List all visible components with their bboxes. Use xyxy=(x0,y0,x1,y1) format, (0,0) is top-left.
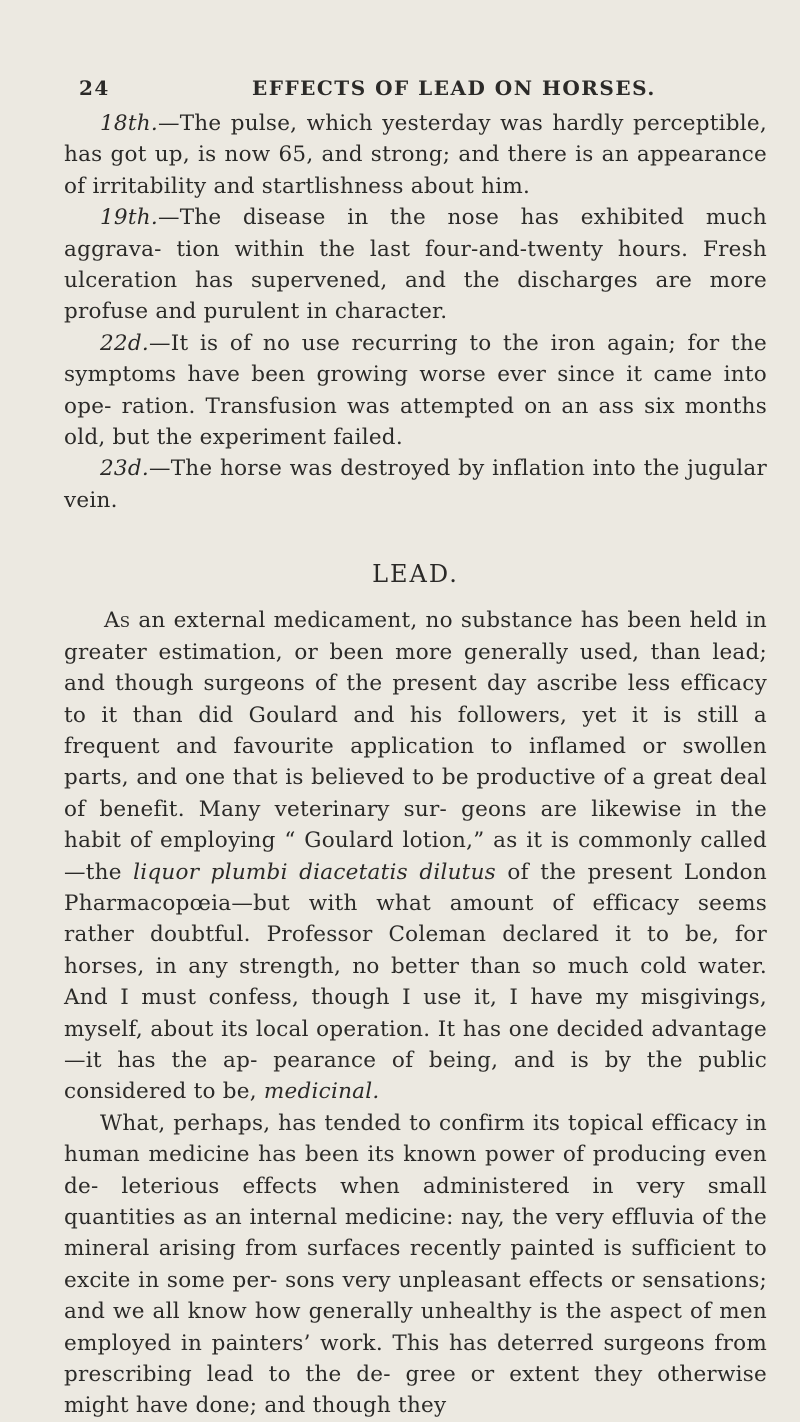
first-word: As xyxy=(104,608,131,634)
section-paragraph: What, perhaps, has tended to confirm its topical efficacy in human medicine has been its known power of producing even de- leterious effects when administered in very small quantities as an internal medicine: nay, the very effluvia of the mineral arising from surfaces recently painted is sufficient to excite in some per- sons very unpleasant effects or sensations; and we all know how generally unhealthy is the aspect of men employed in painters’ work. This has deterred surgeons from prescribing lead to the de- gree or extent they otherwise might have done; and though they xyxy=(64,1110,767,1419)
paragraph-text: of the present London Pharmacopœia—but with what amount of efficacy seems rather doubtful. Professor Coleman declared it to be, for horses, in any strength, no better than so much cold water. And I must confess, though I use it, I have my misgivings, myself, about its local operation. It has one decided advantage—it has the ap- pearance of being, and is by the public considered to be, xyxy=(64,859,767,1105)
page-number: 24 xyxy=(79,76,110,100)
entry-date: 19th. xyxy=(100,205,158,231)
entry-date: 22d. xyxy=(100,330,149,356)
running-head xyxy=(64,76,767,100)
entry-text: —The pulse, which yesterday was hardly perceptible, has got up, is now 65, and strong; and there is an appearance of irritability and startlishness about him. xyxy=(64,111,767,199)
section-heading: LEAD. xyxy=(372,560,459,589)
entry-text: —The disease in the nose has exhibited much aggrava- tion within the last four-and-twenty hours. Fresh ulceration has supervened, and the discharges are more profuse and purulent in character. xyxy=(64,205,767,325)
entry-date: 18th. xyxy=(100,111,158,136)
entry-date: 23d. xyxy=(100,456,149,482)
section-paragraph xyxy=(64,605,767,1108)
entry-paragraph xyxy=(64,202,767,328)
latin-term: liquor plumbi diacetatis dilutus xyxy=(133,859,496,885)
entry-paragraph xyxy=(64,453,767,516)
running-title: EFFECTS OF LEAD ON HORSES. xyxy=(252,76,656,100)
entry-paragraph xyxy=(64,108,767,202)
entry-text: —The horse was destroyed by inflation into the jugular vein. xyxy=(64,456,767,513)
entry-paragraph xyxy=(64,328,767,454)
entry-text: —It is of no use recurring to the iron again; for the symptoms have been growing worse ever since it came into ope- ration. Transfusion was attempted on an ass six months old, but the experiment failed. xyxy=(64,330,767,451)
body-text xyxy=(64,108,767,1422)
paragraph-text: an external medicament, no substance has been held in greater estimation, or been more generally used, than lead; and though surgeons of the present day ascribe less efficacy to it than did Goulard and his followers, yet it is still a frequent and favourite application to inflamed or swollen parts, and one that is believed to be productive of a great deal of benefit. Many veterinary sur- geons are likewise in the habit of employing “ Goulard lotion,” as it is commonly called—the xyxy=(64,608,767,885)
emphasis-word: medicinal. xyxy=(263,1079,380,1105)
